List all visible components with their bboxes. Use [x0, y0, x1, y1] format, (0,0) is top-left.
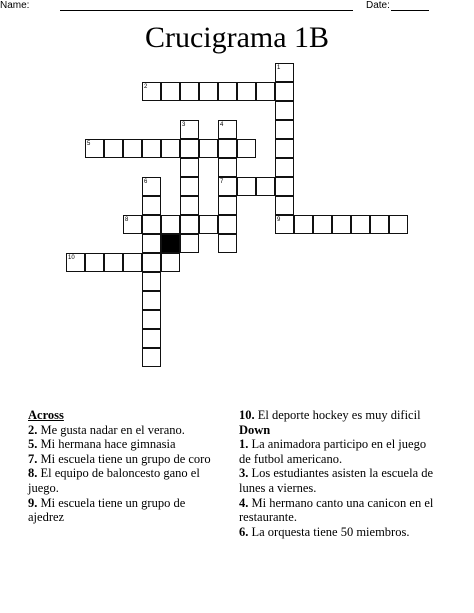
grid-cell[interactable] [218, 234, 237, 253]
grid-cell[interactable] [180, 139, 199, 158]
clue-across-8: 8. El equipo de baloncesto gano el juego. [28, 466, 200, 495]
clue-number-7: 7 [220, 179, 224, 185]
grid-cell[interactable] [142, 215, 161, 234]
grid-cell[interactable] [161, 82, 180, 101]
clue-across-9: 9. Mi escuela tiene un grupo de ajedrez [28, 495, 186, 525]
grid-cell[interactable] [180, 196, 199, 215]
grid-cell[interactable] [218, 139, 237, 158]
clue-number-5: 5 [87, 141, 91, 147]
grid-cell[interactable] [199, 139, 218, 158]
grid-cell[interactable] [142, 272, 161, 291]
grid-cell[interactable] [199, 215, 218, 234]
clue-across-2: 2. Me gusta nadar en el verano. [28, 422, 185, 437]
across-heading: Across [28, 408, 64, 422]
grid-cell[interactable] [275, 82, 294, 101]
clue-number-9: 9 [277, 217, 281, 223]
grid-cell[interactable] [104, 253, 123, 272]
grid-cell[interactable] [161, 215, 180, 234]
grid-cell[interactable] [123, 253, 142, 272]
grid-cell[interactable] [294, 215, 313, 234]
clue-number-8: 8 [125, 217, 129, 223]
grid-cell[interactable] [218, 196, 237, 215]
grid-cell[interactable] [142, 253, 161, 272]
clue-number-1: 1 [277, 65, 281, 71]
grid-cell[interactable] [142, 348, 161, 367]
grid-cell[interactable] [142, 196, 161, 215]
clue-down-4: 4. Mi hermano canto una canicon en el restaurante. [239, 495, 434, 525]
grid-cell[interactable] [332, 215, 351, 234]
clue-down-1: 1. La animadora participo en el juego de futbol americano. [239, 437, 427, 466]
page-title: Crucigrama 1B [144, 21, 330, 54]
date-label: Date: [366, 0, 390, 11]
clue-down-3: 3. Los estudiantes asisten la escuela de lunes a viernes. [239, 466, 434, 495]
clue-down-6: 6. La orquesta tiene 50 miembros. [239, 524, 410, 539]
grid-cell[interactable] [313, 215, 332, 234]
grid-cell[interactable] [237, 139, 256, 158]
grid-cell[interactable] [199, 82, 218, 101]
grid-cell[interactable] [237, 82, 256, 101]
grid-cell[interactable] [275, 196, 294, 215]
grid-cell[interactable] [180, 158, 199, 177]
grid-cell[interactable] [275, 101, 294, 120]
grid-cell[interactable] [180, 82, 199, 101]
grid-cell[interactable] [180, 234, 199, 253]
grid-cell[interactable] [351, 215, 370, 234]
grid-cell[interactable] [142, 329, 161, 348]
grid-cell[interactable] [218, 215, 237, 234]
grid-cell[interactable] [275, 139, 294, 158]
grid-cell[interactable] [275, 120, 294, 139]
grid-cell[interactable] [142, 310, 161, 329]
black-cell [161, 234, 180, 253]
across-clues [28, 408, 223, 525]
grid-cell[interactable] [237, 177, 256, 196]
grid-cell[interactable] [256, 177, 275, 196]
grid-cell[interactable] [123, 139, 142, 158]
clue-number-4: 4 [220, 122, 224, 128]
clue-number-10: 10 [68, 255, 75, 261]
clue-across-10: 10. El deporte hockey es muy dificil [239, 408, 421, 422]
clue-across-7: 7. Mi escuela tiene un grupo de coro [28, 451, 211, 466]
grid-cell[interactable] [389, 215, 408, 234]
down-heading: Down [239, 422, 271, 437]
clue-number-6: 6 [144, 179, 148, 185]
grid-cell[interactable] [180, 177, 199, 196]
grid-cell[interactable] [370, 215, 389, 234]
grid-cell[interactable] [142, 291, 161, 310]
clue-number-2: 2 [144, 84, 148, 90]
grid-cell[interactable] [85, 253, 104, 272]
grid-cell[interactable] [275, 177, 294, 196]
name-label: Name: [0, 0, 30, 11]
grid-cell[interactable] [180, 215, 199, 234]
grid-cell[interactable] [142, 139, 161, 158]
grid-cell[interactable] [218, 82, 237, 101]
grid-cell[interactable] [256, 82, 275, 101]
right-clue-column [239, 408, 435, 539]
clue-number-3: 3 [182, 122, 186, 128]
grid-cell[interactable] [104, 139, 123, 158]
clue-across-5: 5. Mi hermana hace gimnasia [28, 437, 176, 452]
grid-cell[interactable] [142, 234, 161, 253]
grid-cell[interactable] [161, 253, 180, 272]
grid-cell[interactable] [275, 158, 294, 177]
grid-cell[interactable] [161, 139, 180, 158]
grid-cell[interactable] [218, 158, 237, 177]
